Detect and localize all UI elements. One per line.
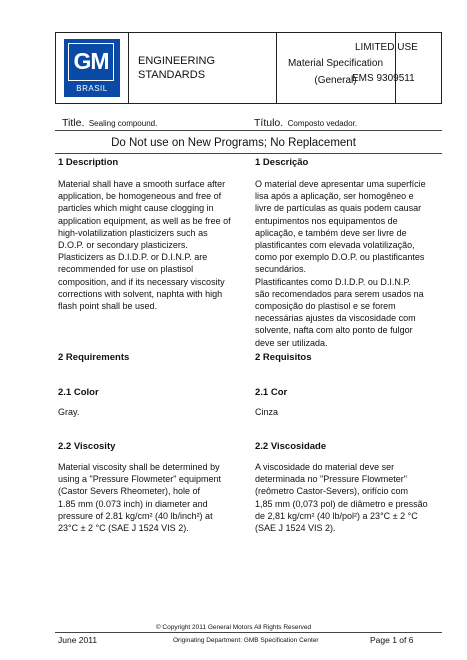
gm-logo: [64, 39, 120, 97]
text-line: Material viscosity shall be determined by: [58, 462, 220, 472]
text-line: Material shall have a smooth surface after: [58, 179, 226, 189]
text-line: aplicação, e também deve ser livre de: [255, 227, 407, 238]
page-number: Page 1 of 6: [370, 635, 414, 645]
gm-logo-sub: BRASIL: [76, 84, 108, 93]
spec-line1: Material Specification: [287, 58, 384, 69]
text-line: particles which might cause clogging in: [58, 203, 214, 214]
text-line: 1,85 mm (0,073 pol) de diâmetro e pressão: [255, 498, 428, 509]
footer-divider: [55, 632, 442, 633]
text-line: O material deve apresentar uma superfície: [255, 179, 426, 189]
text-line: deve ser utilizada.: [255, 337, 328, 348]
text-line: 23°C ± 2 °C (SAE J 1524 VIS 2).: [58, 523, 189, 534]
text-line: necessárias ajustes da viscosidade com: [255, 313, 416, 324]
title-pt-value: Composto vedador.: [287, 119, 358, 128]
logo-cell: [56, 33, 129, 103]
text-line: lisa após a aplicação, ser homogêneo e: [255, 191, 414, 202]
engineering-line1: ENGINEERING: [138, 55, 216, 67]
text-line: secundários.: [255, 264, 307, 275]
engineering-line2: STANDARDS: [138, 69, 206, 81]
pt-description-p1: [255, 178, 443, 349]
text-line: high-volatilization plasticizers such as: [58, 227, 208, 238]
title-en-label: Title.: [62, 117, 85, 129]
title-en: [62, 113, 157, 131]
column-pt: [255, 157, 443, 349]
spec-line2: (General): [314, 75, 357, 86]
text-line: Plastificantes como D.I.D.P. ou D.I.N.P.: [255, 276, 411, 287]
text-line: como por exemplo D.O.P. ou plastificantes: [255, 252, 425, 263]
gm-logo-text: GM: [68, 43, 114, 81]
text-line: application equipment, as well as be free of: [58, 215, 231, 226]
pt-section-21-heading: 2.1 Cor: [255, 387, 288, 398]
text-line: são recomendados para serem usados na: [255, 288, 424, 299]
limited-use: LIMITED USE: [355, 42, 418, 53]
text-line: application, be homogeneous and free of: [58, 191, 222, 202]
en-viscosity-text: [58, 461, 246, 534]
copyright: © Copyright 2011 General Motors All Rights Reserved: [155, 624, 312, 631]
engineering-standards: [138, 54, 215, 82]
text-line: flash point shall be used.: [58, 301, 158, 312]
text-line: A viscosidade do material deve ser: [255, 462, 395, 472]
text-line: solvente, nafta com alto ponto de fulgor: [255, 325, 413, 336]
en-section-21-heading: 2.1 Color: [58, 387, 99, 398]
text-line: de 2,81 kg/cm² (40 lb/pol²) a 23°C ± 2 °C: [255, 510, 418, 521]
column-en: [58, 157, 246, 312]
title-pt-label: Título.: [254, 117, 284, 129]
text-line: Plasticizers as D.I.D.P. or D.I.N.P. are: [58, 252, 208, 263]
text-line: 1.85 mm (0.073 inch) in diameter and: [58, 498, 208, 509]
text-line: pressure of 2.81 kg/cm² (40 lb/inch²) at: [58, 510, 213, 521]
title-divider: [55, 130, 442, 131]
en-section-22-heading: 2.2 Viscosity: [58, 441, 116, 452]
engineering-cell: [128, 33, 277, 103]
footer-origin: Originating Department: GMB Specification Center: [173, 637, 319, 644]
text-line: (reômetro Castor-Severs), orifício com: [255, 486, 409, 497]
en-section-1-heading: 1 Description: [58, 157, 119, 168]
title-pt: [254, 113, 357, 131]
text-line: corrections with solvent, naphta with high: [58, 288, 223, 299]
text-line: using a "Pressure Flowmeter" equipment: [58, 474, 221, 485]
en-description-p1: [58, 178, 246, 312]
doc-number: EMS 9309511: [352, 73, 415, 84]
text-line: determinada no "Pressure Flowmeter": [255, 474, 407, 485]
text-line: livre de partículas as quais podem causar: [255, 203, 422, 214]
en-color-value: Gray.: [58, 407, 80, 417]
pt-section-2-heading: 2 Requisitos: [255, 352, 312, 363]
pt-viscosity-text: [255, 461, 443, 534]
pt-section-22-heading: 2.2 Viscosidade: [255, 441, 327, 452]
text-line: composition, and if its necessary viscosity: [58, 276, 225, 287]
title-en-value: Sealing compound.: [88, 119, 158, 128]
text-line: entupimentos nos equipamentos de: [255, 215, 398, 226]
text-line: (Castor Severs Rheometer), hole of: [58, 486, 201, 497]
text-line: composição do plastisol e se forem: [255, 301, 396, 312]
notice: Do Not use on New Programs; No Replacement: [111, 137, 356, 149]
text-line: plastificantes com elevada volatilização,: [255, 240, 415, 251]
en-section-2-heading: 2 Requirements: [58, 352, 130, 363]
text-line: (SAE J 1524 VIS 2).: [255, 523, 336, 534]
notice-divider: [55, 153, 442, 154]
pt-color-value: Cinza: [255, 407, 279, 417]
text-line: D.O.P. or secondary plasticizers.: [58, 240, 188, 251]
text-line: recommended for use on plastisol: [58, 264, 194, 275]
pt-section-1-heading: 1 Descrição: [255, 157, 309, 168]
footer-date: June 2011: [58, 635, 98, 645]
